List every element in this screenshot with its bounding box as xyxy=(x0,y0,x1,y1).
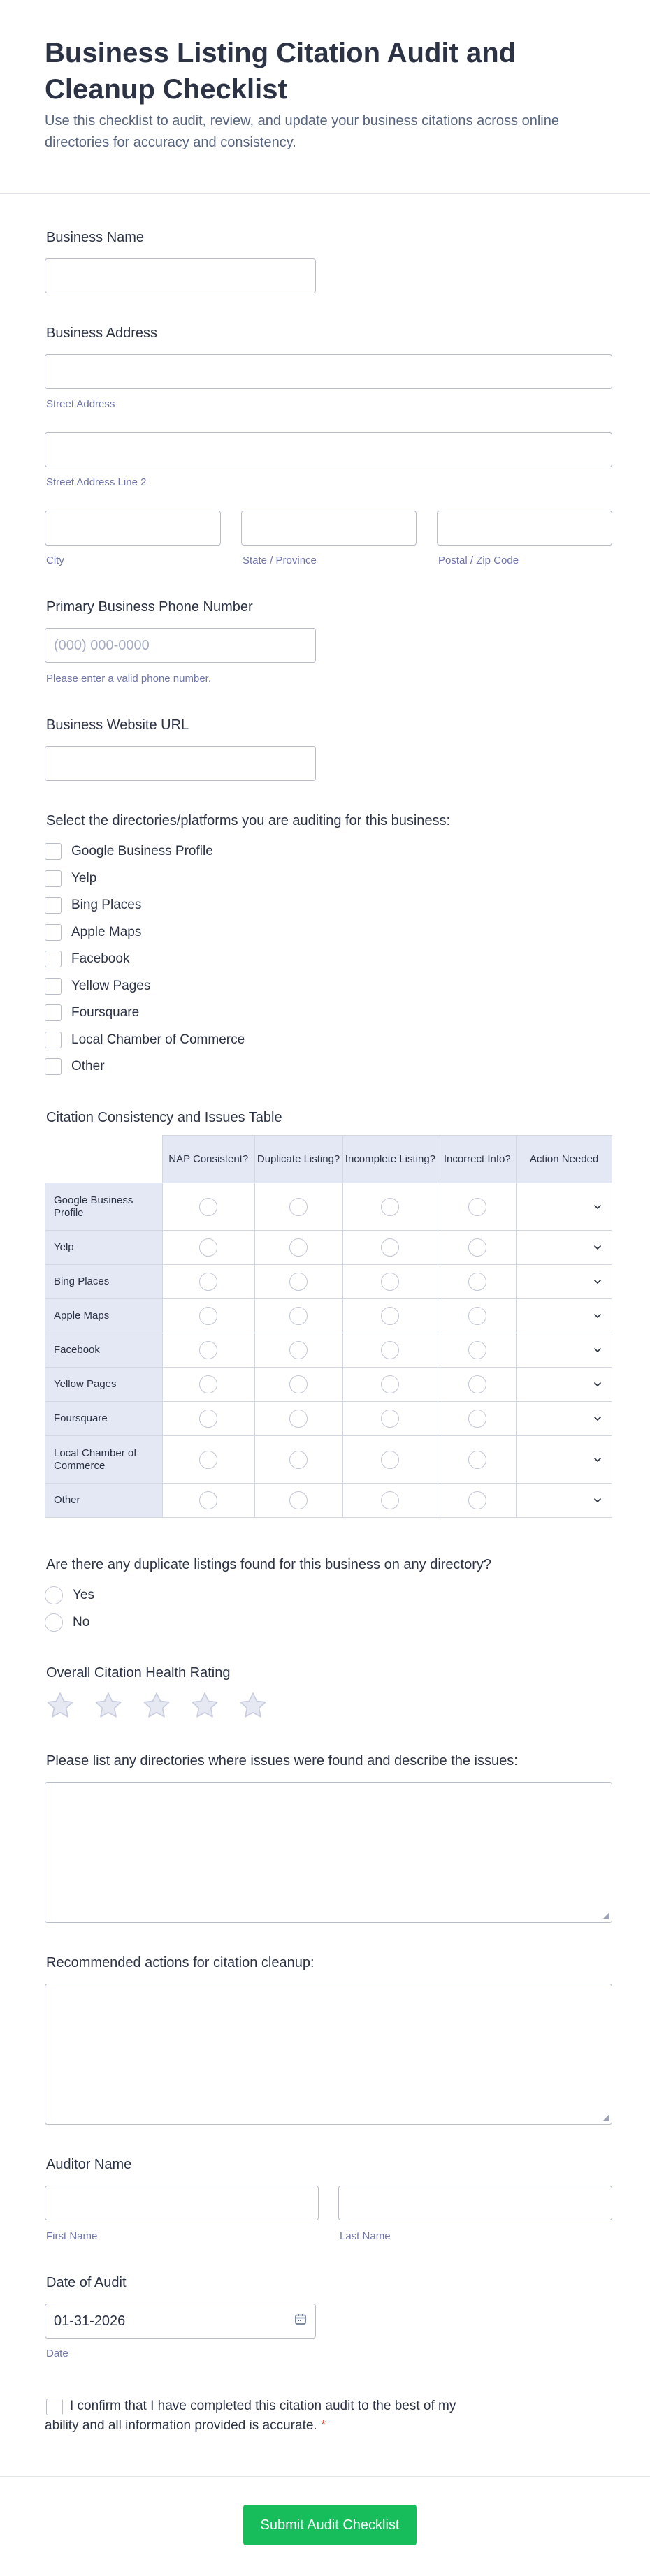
directory-option[interactable]: Local Chamber of Commerce xyxy=(45,1030,245,1051)
date-sublabel: Date xyxy=(46,2348,68,2359)
matrix-row-header: Facebook xyxy=(45,1333,163,1368)
city-sublabel: City xyxy=(46,555,64,566)
footer-divider xyxy=(0,2476,650,2477)
matrix-cell xyxy=(342,1402,438,1436)
chevron-down-icon xyxy=(517,1201,612,1212)
matrix-row xyxy=(45,1183,612,1231)
matrix-row-header: Local Chamber of Commerce xyxy=(45,1436,163,1484)
matrix-row-header: Other xyxy=(45,1484,163,1518)
matrix-cell xyxy=(342,1484,438,1518)
matrix-cell xyxy=(438,1402,517,1436)
matrix-radio[interactable] xyxy=(289,1410,308,1428)
matrix-cell xyxy=(162,1368,254,1402)
matrix-radio[interactable] xyxy=(468,1273,486,1291)
phone-hint: Please enter a valid phone number. xyxy=(46,673,211,685)
business-name-input[interactable] xyxy=(45,258,316,293)
matrix-cell xyxy=(162,1299,254,1333)
star-icon[interactable] xyxy=(189,1690,220,1721)
phone-placeholder: (000) 000-0000 xyxy=(54,637,150,653)
confirm-line1: I confirm that I have completed this citation audit to the best of my xyxy=(70,2399,456,2413)
checkbox[interactable] xyxy=(45,1032,62,1048)
city-input[interactable] xyxy=(45,511,221,546)
matrix-radio[interactable] xyxy=(381,1375,399,1393)
matrix-column-header: NAP Consistent? xyxy=(162,1136,254,1183)
issues-label: Please list any directories where issues were found and describe the issues: xyxy=(46,1753,518,1769)
matrix-cell xyxy=(254,1231,342,1265)
matrix-radio[interactable] xyxy=(381,1238,399,1257)
matrix-cell xyxy=(342,1183,438,1231)
matrix-radio[interactable] xyxy=(468,1307,486,1325)
chevron-down-icon xyxy=(517,1275,612,1287)
action-dropdown[interactable] xyxy=(517,1265,612,1299)
street-address-line2-sublabel: Street Address Line 2 xyxy=(46,476,147,488)
radio-button[interactable] xyxy=(45,1613,63,1632)
matrix-radio[interactable] xyxy=(468,1198,486,1216)
matrix-radio[interactable] xyxy=(289,1307,308,1325)
matrix-radio[interactable] xyxy=(199,1341,217,1359)
duplicates-option-yes[interactable]: Yes xyxy=(45,1585,94,1606)
matrix-radio[interactable] xyxy=(199,1198,217,1216)
last-name-input[interactable] xyxy=(338,2186,612,2220)
chevron-down-icon xyxy=(517,1344,612,1355)
resize-grip-icon[interactable]: ◢ xyxy=(602,1912,609,1920)
matrix-radio[interactable] xyxy=(381,1491,399,1509)
matrix-row xyxy=(45,1299,612,1333)
first-name-sublabel: First Name xyxy=(46,2230,98,2242)
directory-option[interactable]: Apple Maps xyxy=(45,922,141,943)
checkbox[interactable] xyxy=(45,897,62,914)
matrix-cell xyxy=(342,1265,438,1299)
matrix-radio[interactable] xyxy=(381,1341,399,1359)
action-dropdown[interactable] xyxy=(517,1484,612,1518)
directory-option[interactable]: Google Business Profile xyxy=(45,841,213,862)
matrix-row-header: Yellow Pages xyxy=(45,1368,163,1402)
action-dropdown[interactable] xyxy=(517,1333,612,1368)
zip-input[interactable] xyxy=(437,511,612,546)
matrix-cell xyxy=(342,1299,438,1333)
matrix-cell xyxy=(438,1265,517,1299)
checkbox[interactable] xyxy=(45,978,62,995)
matrix-radio[interactable] xyxy=(381,1307,399,1325)
street-address-sublabel: Street Address xyxy=(46,398,115,410)
directory-option[interactable]: Bing Places xyxy=(45,895,141,916)
date-label: Date of Audit xyxy=(46,2275,127,2290)
matrix-column-header: Incorrect Info? xyxy=(438,1136,517,1183)
checkbox[interactable] xyxy=(45,843,62,860)
matrix-cell xyxy=(438,1333,517,1368)
matrix-row xyxy=(45,1484,612,1518)
street-address-input[interactable] xyxy=(45,354,612,389)
matrix-cell xyxy=(162,1333,254,1368)
chevron-down-icon xyxy=(517,1241,612,1252)
matrix-radio[interactable] xyxy=(289,1198,308,1216)
matrix-cell xyxy=(342,1231,438,1265)
matrix-column-header: Action Needed xyxy=(517,1136,612,1183)
date-input[interactable] xyxy=(45,2304,316,2339)
chevron-down-icon xyxy=(517,1412,612,1424)
star-icon[interactable] xyxy=(141,1690,172,1721)
business-address-label: Business Address xyxy=(46,325,157,341)
matrix-radio[interactable] xyxy=(199,1307,217,1325)
directory-option[interactable]: Facebook xyxy=(45,949,129,969)
matrix-radio[interactable] xyxy=(468,1491,486,1509)
directory-option[interactable]: Yelp xyxy=(45,868,96,889)
matrix-column-header: Incomplete Listing? xyxy=(342,1136,438,1183)
matrix-cell xyxy=(254,1183,342,1231)
matrix-row-header: Foursquare xyxy=(45,1402,163,1436)
matrix-cell xyxy=(438,1299,517,1333)
first-name-input[interactable] xyxy=(45,2186,319,2220)
star-icon[interactable] xyxy=(93,1690,124,1721)
matrix-cell xyxy=(162,1265,254,1299)
matrix-radio[interactable] xyxy=(381,1410,399,1428)
actions-textarea[interactable] xyxy=(45,1984,612,2125)
zip-sublabel: Postal / Zip Code xyxy=(438,555,519,566)
form-header xyxy=(0,0,650,194)
matrix-radio[interactable] xyxy=(289,1238,308,1257)
chevron-down-icon xyxy=(517,1494,612,1505)
page-subtitle: Use this checklist to audit, review, and update your business citations across online directories for accuracy and consistency. xyxy=(45,113,559,150)
last-name-sublabel: Last Name xyxy=(340,2230,391,2242)
matrix-row xyxy=(45,1333,612,1368)
matrix-cell xyxy=(438,1368,517,1402)
action-dropdown[interactable] xyxy=(517,1402,612,1436)
calendar-icon[interactable] xyxy=(294,2313,307,2329)
action-dropdown[interactable] xyxy=(517,1368,612,1402)
page-title: Business Listing Citation Audit and Cleanup Checklist xyxy=(45,38,517,105)
matrix-radio[interactable] xyxy=(381,1451,399,1469)
date-value: 01-31-2026 xyxy=(54,2313,126,2329)
matrix-cell xyxy=(254,1333,342,1368)
matrix-radio[interactable] xyxy=(381,1273,399,1291)
website-input[interactable] xyxy=(45,746,316,781)
matrix-cell xyxy=(438,1436,517,1484)
matrix-radio[interactable] xyxy=(289,1451,308,1469)
required-marker: * xyxy=(321,2418,326,2433)
matrix-radio[interactable] xyxy=(468,1238,486,1257)
matrix-radio[interactable] xyxy=(289,1273,308,1291)
matrix-cell xyxy=(254,1484,342,1518)
checkbox[interactable] xyxy=(45,924,62,941)
matrix-row-header: Apple Maps xyxy=(45,1299,163,1333)
matrix-row xyxy=(45,1436,612,1484)
issues-textarea[interactable] xyxy=(45,1782,612,1923)
matrix-cell xyxy=(254,1402,342,1436)
checkbox[interactable] xyxy=(45,1058,62,1075)
matrix-cell xyxy=(254,1368,342,1402)
matrix-radio[interactable] xyxy=(381,1198,399,1216)
matrix-row-header: Google Business Profile xyxy=(45,1183,163,1231)
matrix-cell xyxy=(162,1402,254,1436)
matrix-row-header: Yelp xyxy=(45,1231,163,1265)
matrix-column-header: Duplicate Listing? xyxy=(254,1136,342,1183)
matrix-row xyxy=(45,1402,612,1436)
checkbox[interactable] xyxy=(45,1004,62,1021)
matrix-row xyxy=(45,1265,612,1299)
phone-label: Primary Business Phone Number xyxy=(46,599,253,615)
resize-grip-icon[interactable]: ◢ xyxy=(602,2114,609,2122)
matrix-row xyxy=(45,1231,612,1265)
matrix-cell xyxy=(162,1183,254,1231)
chevron-down-icon xyxy=(517,1310,612,1321)
submit-button[interactable]: Submit Audit Checklist xyxy=(243,2505,417,2545)
duplicates-label: Are there any duplicate listings found for this business on any directory? xyxy=(46,1557,492,1572)
chevron-down-icon xyxy=(517,1378,612,1389)
rating-label: Overall Citation Health Rating xyxy=(46,1665,231,1681)
confirm-line2: ability and all information provided is accurate. xyxy=(45,2418,317,2433)
checkbox[interactable] xyxy=(45,951,62,967)
matrix-cell xyxy=(254,1436,342,1484)
matrix-cell xyxy=(438,1231,517,1265)
matrix-radio[interactable] xyxy=(468,1375,486,1393)
actions-label: Recommended actions for citation cleanup: xyxy=(46,1955,315,1970)
auditor-label: Auditor Name xyxy=(46,2157,132,2172)
action-dropdown[interactable] xyxy=(517,1183,612,1231)
matrix-radio[interactable] xyxy=(199,1238,217,1257)
duplicates-option-no[interactable]: No xyxy=(45,1612,89,1633)
phone-input[interactable] xyxy=(45,628,316,663)
street-address-line2-input[interactable] xyxy=(45,432,612,467)
matrix-row-header: Bing Places xyxy=(45,1265,163,1299)
checkbox[interactable] xyxy=(45,870,62,887)
action-dropdown[interactable] xyxy=(517,1436,612,1484)
matrix-radio[interactable] xyxy=(199,1451,217,1469)
matrix-cell xyxy=(162,1484,254,1518)
matrix-radio[interactable] xyxy=(199,1273,217,1291)
matrix-radio[interactable] xyxy=(289,1491,308,1509)
matrix-radio[interactable] xyxy=(289,1341,308,1359)
matrix-cell xyxy=(162,1436,254,1484)
star-icon[interactable] xyxy=(45,1690,75,1721)
matrix-radio[interactable] xyxy=(289,1375,308,1393)
radio-button[interactable] xyxy=(45,1586,63,1604)
matrix-cell xyxy=(438,1484,517,1518)
matrix-radio[interactable] xyxy=(468,1341,486,1359)
matrix-radio[interactable] xyxy=(199,1410,217,1428)
matrix-radio[interactable] xyxy=(468,1410,486,1428)
website-label: Business Website URL xyxy=(46,717,189,733)
state-input[interactable] xyxy=(241,511,417,546)
action-dropdown[interactable] xyxy=(517,1231,612,1265)
matrix-label: Citation Consistency and Issues Table xyxy=(46,1110,282,1125)
matrix-row xyxy=(45,1368,612,1402)
matrix-cell xyxy=(254,1265,342,1299)
matrix-radio[interactable] xyxy=(199,1491,217,1509)
directories-label: Select the directories/platforms you are auditing for this business: xyxy=(46,813,451,828)
business-name-label: Business Name xyxy=(46,230,145,245)
matrix-cell xyxy=(162,1231,254,1265)
matrix-cell xyxy=(342,1436,438,1484)
citation-matrix xyxy=(45,1135,612,1518)
matrix-cell xyxy=(342,1333,438,1368)
directory-option[interactable]: Other xyxy=(45,1056,105,1077)
matrix-radio[interactable] xyxy=(468,1451,486,1469)
action-dropdown[interactable] xyxy=(517,1299,612,1333)
chevron-down-icon xyxy=(517,1454,612,1465)
star-icon[interactable] xyxy=(238,1690,268,1721)
directory-option[interactable]: Yellow Pages xyxy=(45,976,150,997)
directory-option[interactable]: Foursquare xyxy=(45,1002,139,1023)
matrix-cell xyxy=(438,1183,517,1231)
matrix-body xyxy=(45,1183,612,1518)
state-sublabel: State / Province xyxy=(243,555,317,566)
matrix-radio[interactable] xyxy=(199,1375,217,1393)
confirm-field xyxy=(45,2399,604,2436)
matrix-cell xyxy=(254,1299,342,1333)
confirm-checkbox[interactable] xyxy=(46,2399,63,2415)
matrix-cell xyxy=(342,1368,438,1402)
